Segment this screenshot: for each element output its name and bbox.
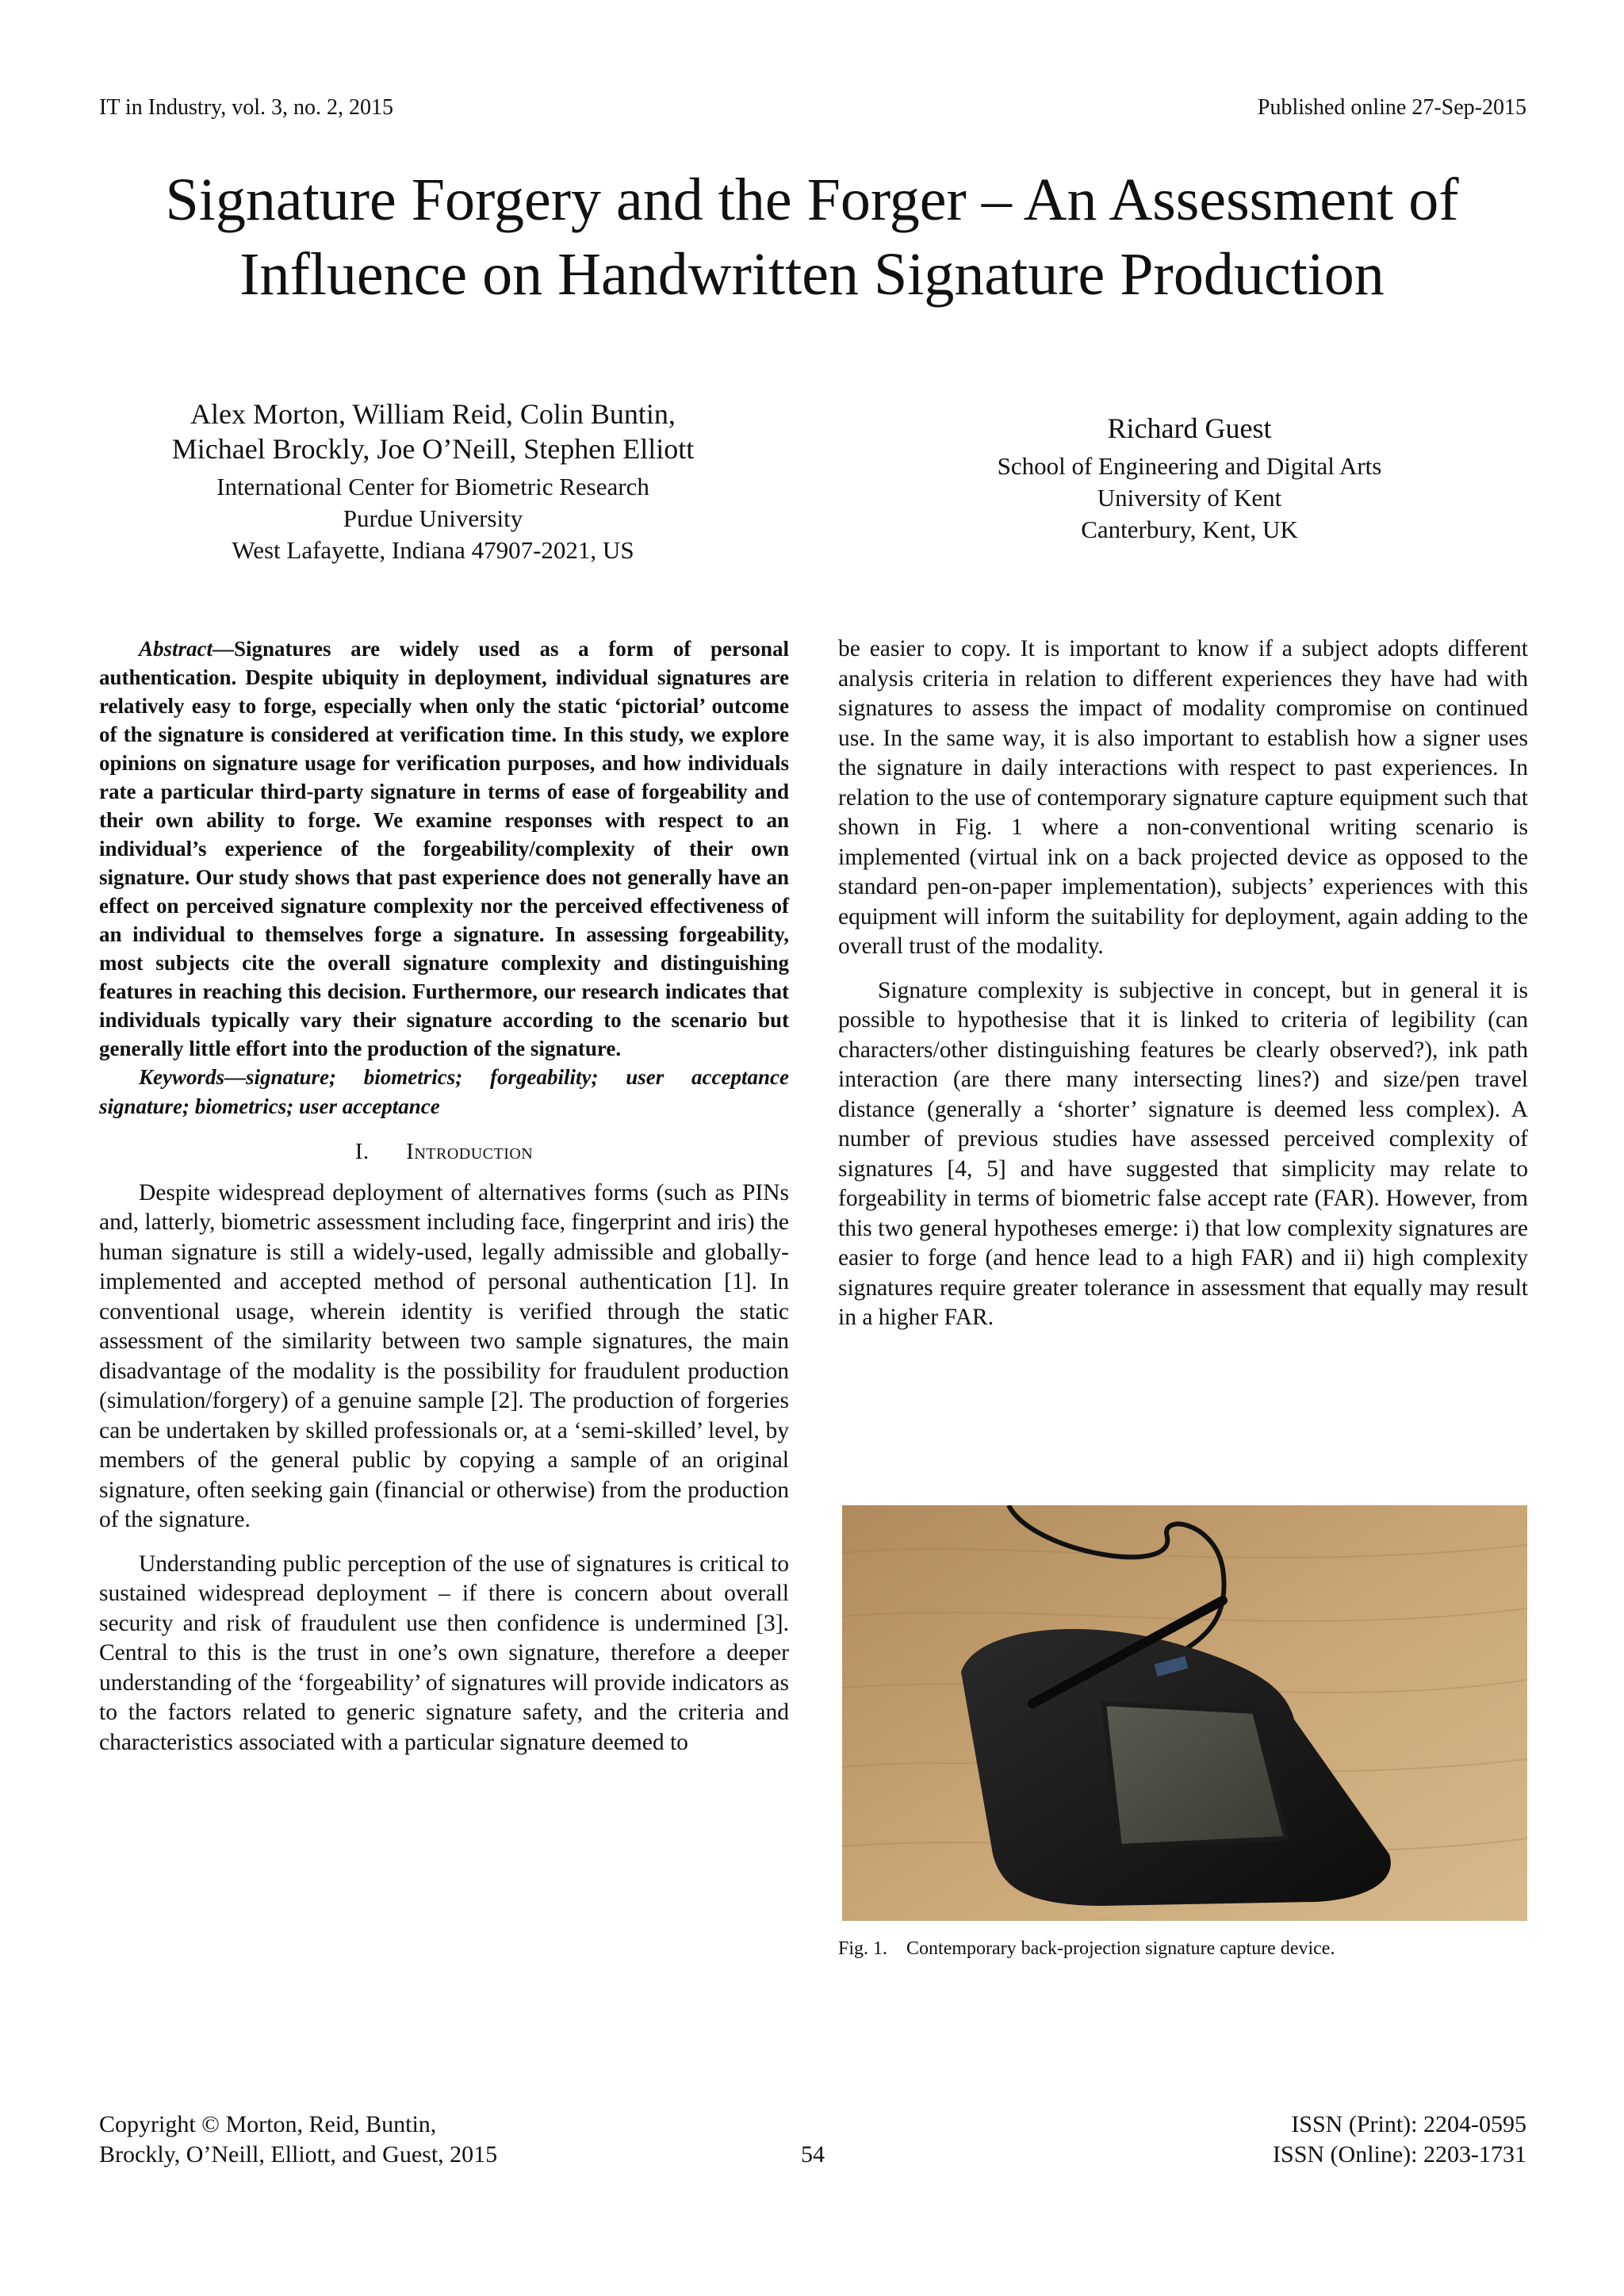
paper-title (79, 163, 1545, 312)
issn-print: ISSN (Print): 2204-0595 (1291, 2111, 1526, 2137)
intro-paragraph-4: Signature complexity is subjective in concept, but in general it is possible to hypothesise that it is linked to criteria of legibility (can characters/other distinguishing features be clearly observed?), ink path interaction (are there many intersecting lines?) and size/pen travel distance (generally a ‘shorter’ signature is deemed less complex). A number of previous studies have assessed perceived complexity of signatures [4, 5] and have suggested that simplicity may relate to forgeability in terms of biometric false accept rate (FAR). However, from this two general hypotheses emerge: i) that low complexity signatures are easier to forge (and hence lead to a high FAR) and ii) high complexity signatures require greater tolerance in assessment that equally may result in a higher FAR. (838, 977, 1528, 1330)
section-numeral: I. (354, 1139, 370, 1164)
journal-info: IT in Industry, vol. 3, no. 2, 2015 (99, 95, 393, 120)
author-names-line-2: Michael Brockly, Joe O’Neill, Stephen Elliott (171, 433, 695, 465)
copyright-line-2: Brockly, O’Neill, Elliott, and Guest, 2015 (99, 2141, 498, 2168)
footer-issn (1273, 2110, 1526, 2170)
title-line-2: Influence on Handwritten Signature Production (239, 241, 1385, 308)
section-title: Introduction (406, 1139, 534, 1164)
author-name: Richard Guest (1107, 412, 1272, 444)
abstract-dash: — (213, 637, 235, 661)
author-names-line-1: Alex Morton, William Reid, Colin Buntin, (190, 398, 676, 430)
abstract (99, 634, 789, 1063)
author-block-kent (833, 411, 1546, 546)
intro-paragraph-2: Understanding public perception of the use of signatures is critical to sustained widespread deployment – if there is concern about overall security and risk of fraudulent use then confidence is undermined [3]. Central to this is the trust in one’s own signature, therefore a deeper understanding of the ‘forgeability’ of signatures will provide indicators as to the factors related to generic signature safety, and the criteria and characteristics associated with a particular signature deemed to (99, 1550, 789, 1755)
author-block-purdue (99, 397, 767, 566)
intro-paragraph-1: Despite widespread deployment of alternatives forms (such as PINs and, latterly, biometric assessment including face, fingerprint and iris) the human signature is still a widely-used, legally admissible and globally-implemented and accepted method of personal authentication [1]. In conventional usage, wherein identity is verified through the static assessment of the similarity between two sample signatures, the main disadvantage of the modality is the possibility for fraudulent production (simulation/forgery) of a genuine sample [2]. The production of forgeries can be undertaken by skilled professionals or, at a ‘semi-skilled’ level, by members of the general public by copying a sample of an original signature, often seeking gain (financial or otherwise) from the production of the signature. (99, 1179, 789, 1532)
affiliation-line-3: West Lafayette, Indiana 47907-2021, US (232, 536, 634, 564)
title-line-1: Signature Forgery and the Forger – An Assessment of (165, 167, 1459, 233)
issn-online: ISSN (Online): 2203-1731 (1273, 2141, 1526, 2168)
affiliation-line-2: Purdue University (343, 504, 523, 532)
copyright-line-1: Copyright © Morton, Reid, Buntin, (99, 2111, 437, 2137)
affiliation-line-1: International Center for Biometric Research (216, 473, 649, 500)
affiliation-line-1: School of Engineering and Digital Arts (997, 452, 1382, 480)
footer-copyright (99, 2110, 497, 2170)
affiliation-line-3: Canterbury, Kent, UK (1081, 516, 1298, 543)
left-column (99, 634, 789, 1757)
figure-caption (838, 1937, 1335, 1961)
intro-paragraph-3: be easier to copy. It is important to know if a subject adopts different analysis criteria in relation to different experiences they have had with signatures to assess the impact of modality compromise on continued use. In the same way, it is also important to establish how a signer uses the signature in daily interactions with respect to past experiences. In relation to the use of contemporary signature capture equipment such that shown in Fig. 1 where a non-conventional writing scenario is implemented (virtual ink on a back projected device as opposed to the standard pen-on-paper implementation), subjects’ experiences with this equipment will inform the suitability for deployment, again adding to the overall trust of the modality. (838, 636, 1528, 959)
page-number: 54 (801, 2141, 825, 2168)
affiliation-line-2: University of Kent (1097, 484, 1282, 512)
section-heading-introduction (99, 1137, 789, 1167)
abstract-body: Signatures are widely used as a form of personal authentication. Despite ubiquity in deployment, individual signatures are relatively easy to forge, especially when only the static ‘pictorial’ outcome of the signature is considered at verification time. In this study, we explore opinions on signature usage for verification purposes, and how individuals rate a particular third-party signature in terms of ease of forgeability and their own ability to forge. We examine responses with respect to an individual’s experience of the forgeability/complexity of their own signature. Our study shows that past experience does not generally have an effect on perceived signature complexity nor the perceived effectiveness of an individual to themselves forge a signature. In assessing forgeability, most subjects cite the overall signature complexity and distinguishing features in reaching this decision. Furthermore, our research indicates that individuals typically vary their signature according to the scenario but generally little effort into the production of the signature. (99, 637, 789, 1060)
publication-date: Published online 27-Sep-2015 (1257, 95, 1526, 120)
keywords: Keywords—signature; biometrics; forgeability; user acceptance signature; biometrics; user acceptance (99, 1065, 789, 1118)
caption-text: Contemporary back-projection signature capture device. (906, 1938, 1335, 1959)
figure-signature-pad-photo (842, 1505, 1527, 1921)
abstract-label: Abstract (139, 637, 213, 661)
caption-label: Fig. 1. (838, 1938, 888, 1959)
right-column (838, 634, 1528, 1333)
